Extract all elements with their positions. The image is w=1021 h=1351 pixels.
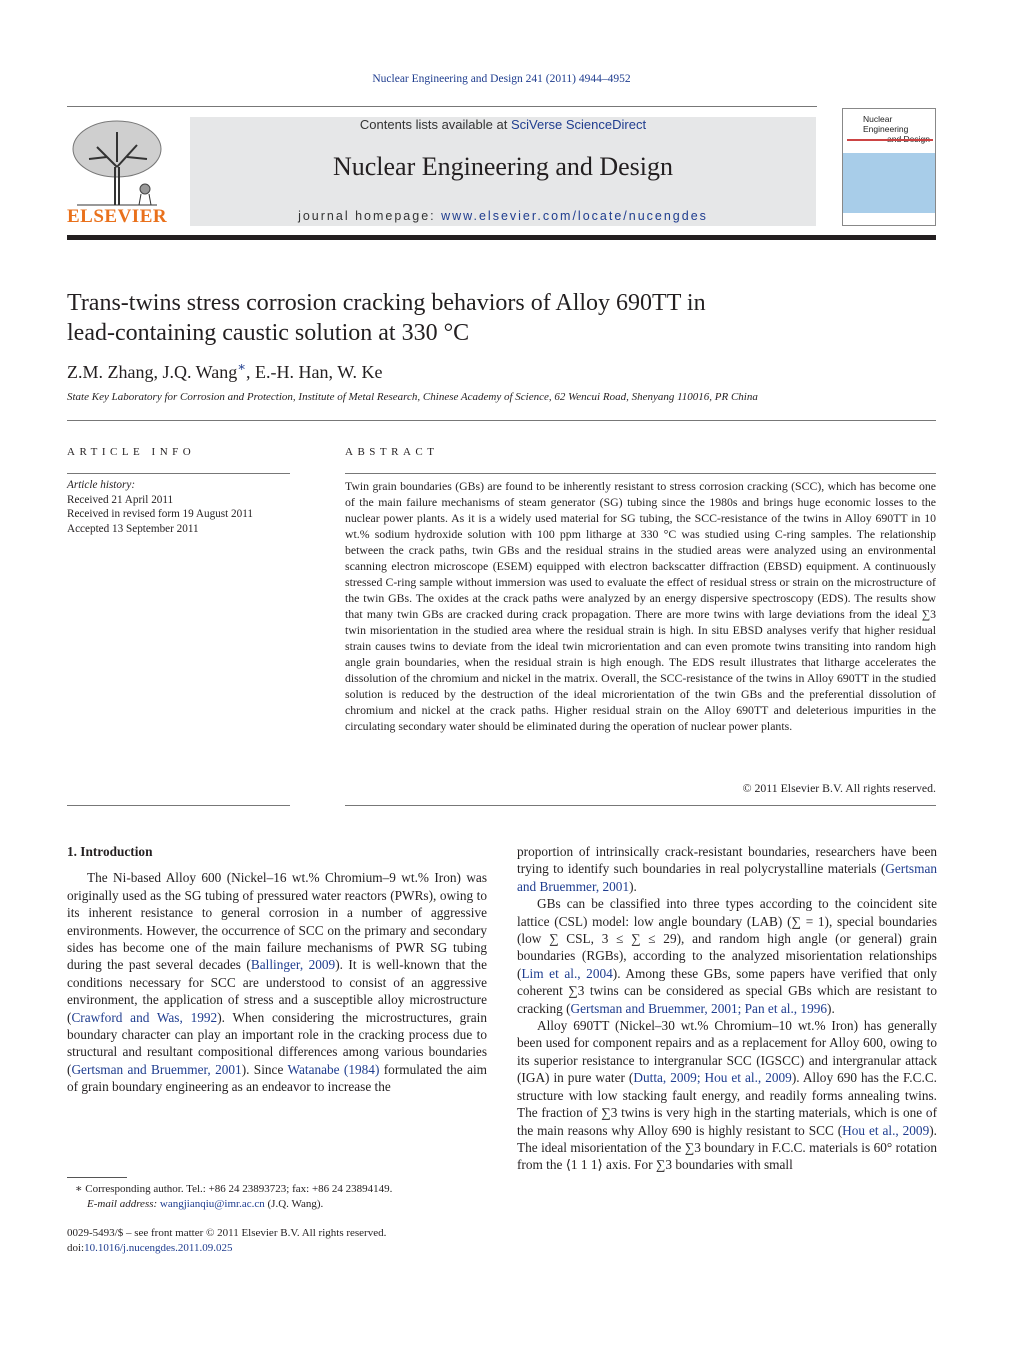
abstract-rule-bottom xyxy=(345,805,936,806)
history-label: Article history: xyxy=(67,479,136,491)
top-rule xyxy=(67,106,817,107)
footnote-email-line xyxy=(67,1197,487,1212)
ref-dutta-hou[interactable]: Dutta, 2009; Hou et al., 2009 xyxy=(633,1070,792,1086)
intro-p1-text-c: ). When considering the microstructures, grain boundary character can play an important role in the cracking process due to structural and resultant compositional differences among various boundaries ( xyxy=(67,1009,487,1077)
right-p2-text-a: GBs can be classified into three types according to the coincident site lattice (CSL) model: low angle boundary (LAB) (∑ = 1), special boundaries (low ∑ CSL, 3 ≤ ∑ ≤ 29), and random high angle (or general) grain boundaries (RGBs), according to the analyzed misorientation relationships ( xyxy=(517,896,937,981)
ref-ballinger[interactable]: Ballinger, 2009 xyxy=(250,957,336,973)
body-left-column xyxy=(67,843,487,1096)
article-info-rule-top xyxy=(67,473,290,474)
right-p2-text-c: ). xyxy=(827,1000,835,1016)
title-line2: lead-containing caustic solution at 330 °C xyxy=(67,320,470,346)
header-thick-rule xyxy=(67,235,936,240)
ref-crawford[interactable]: Crawford and Was, 1992 xyxy=(71,1009,218,1025)
article-history xyxy=(67,478,253,536)
footnote xyxy=(67,1182,487,1212)
article-info-rule-bottom xyxy=(67,805,290,806)
doi-line xyxy=(67,1241,386,1256)
body-right-column xyxy=(517,843,937,1174)
ref-gertsman-2[interactable]: Gertsman and Bruemmer, 2001 xyxy=(517,861,937,894)
contents-line xyxy=(190,117,816,132)
history-received: Received 21 April 2011 xyxy=(67,493,174,506)
authors-first: Z.M. Zhang, J.Q. Wang xyxy=(67,362,238,382)
right-p2-text-b: ). Among these GBs, some papers have verified that only coherent ∑3 twins can be considered as special GBs which are resistant to cracking ( xyxy=(517,965,937,1016)
intro-paragraph-1-cont xyxy=(517,843,937,895)
ref-hou[interactable]: Hou et al., 2009 xyxy=(842,1122,930,1138)
intro-paragraph-1 xyxy=(67,869,487,1095)
cover-blue-panel xyxy=(843,153,935,213)
title-rule xyxy=(67,420,936,421)
journal-homepage-line xyxy=(190,209,816,223)
section-heading-introduction: 1. Introduction xyxy=(67,844,153,859)
right-p3-text-c: ). The ideal misorientation of the ∑3 boundary in F.C.C. materials is 60° rotation from the ⟨1 1 1⟩ axis. For ∑3 boundaries with small xyxy=(517,1122,937,1173)
abstract-text: Twin grain boundaries (GBs) are found to be inherently resistant to stress corrosion cracking (SCC), which has become one of the main failure mechanisms of steam generator (SG) tubing since the 1980s and brings huge economic losses to the nuclear power plants. As it is a widely used material for SG tubing, the SCC-resistance of the twins in Alloy 690TT in 10 wt.% sodium hydroxide solution with 100 ppm litharge at 330 °C was studied using C-ring samples. The relationship between the crack paths, twin GBs and the residual strains in the studied areas were analyzed using an environmental scanning electron microscope (ESEM) equipped with electron backscatter diffraction (EBSD) equipment. A continuously stressed C-ring sample without immersion was used to evaluate the effect of residual stress or strain on the microstructure of the twin GBs. The oxides at the crack paths were analyzed by an energy dispersive spectroscopy (EDS). The results show that many twin GBs are cracked during crack propagation. There are more twins with large deviations from the ideal ∑3 twin misorientation in the studied area where the residual strain is high. In situ EBSD analyses verify that higher residual strain causes twins to deviate from the ideal twin microrientation and can even promote twins transiting into random high angle grain boundaries, when the residual strain is high enough. The EDS result illustrates that litharge accelerates the dissolution of the chromium and nickel in the matrix. Overall, the SCC-resistance of the twins in Alloy 690TT in the studied solution is reduced by the destruction of the ideal microrientation of the twin GBs and the preferential dissolution of chromium and nickel at the crack paths. Higher residual strain on the Alloy 690TT and deleterious impurities in the circulating secondary water should be eliminated during the operation of nuclear power plants. xyxy=(345,479,936,733)
ref-gertsman-1[interactable]: Gertsman and Bruemmer, 2001 xyxy=(71,1061,242,1077)
footnote-corresponding xyxy=(67,1182,487,1197)
issn-line: 0029-5493/$ – see front matter © 2011 Elsevier B.V. All rights reserved. xyxy=(67,1227,387,1239)
abstract-heading: ABSTRACT xyxy=(345,446,439,458)
contents-prefix: Contents lists available at xyxy=(359,117,511,132)
intro-p1-text-d: ). Since xyxy=(241,1061,288,1077)
affiliation: State Key Laboratory for Corrosion and Protection, Institute of Metal Research, Chinese Academy of Science, 62 Wencui Road, Shenyang 110016, PR China xyxy=(67,391,758,403)
right-p1-text-a: proportion of intrinsically crack-resistant boundaries, researchers have been trying to identify such boundaries in real polycrystalline materials ( xyxy=(517,844,937,877)
homepage-prefix: journal homepage: xyxy=(298,209,442,223)
author-list xyxy=(67,359,383,383)
title-line1: Trans-twins stress corrosion cracking behaviors of Alloy 690TT in xyxy=(67,290,706,316)
article-title xyxy=(67,288,937,348)
elsevier-wordmark: ELSEVIER xyxy=(67,206,168,227)
issn-block xyxy=(67,1226,386,1256)
authors-rest: , E.-H. Han, W. Ke xyxy=(246,362,383,382)
history-revised: Received in revised form 19 August 2011 xyxy=(67,508,254,520)
footnote-corresponding-text: Corresponding author. Tel.: +86 24 23893723; fax: +86 24 23894149. xyxy=(82,1183,393,1195)
intro-p1-text-e: formulated the aim of grain boundary engineering as an endeavor to increase the xyxy=(67,1061,488,1095)
intro-paragraph-3 xyxy=(517,1017,937,1174)
journal-cover-thumbnail[interactable] xyxy=(842,108,936,226)
right-p3-text-a: Alloy 690TT (Nickel–30 wt.% Chromium–10 wt.% Iron) has generally been used for component repairs and as a replacement for Alloy 600, owing to its superior resistance to intergranular SCC (IGSCC) and intergranular attack (IGA) in pure water ( xyxy=(517,1018,937,1086)
corresponding-author-marker[interactable]: ∗ xyxy=(237,359,247,374)
right-p3-text-b: ). Alloy 690 has the F.C.C. structure with low stacking fault energy, and readily forms annealing twins. The fraction of ∑3 twins is very high in the starting materials, which is one of the main reasons why Alloy 690 is highly resistant to SCC ( xyxy=(517,1070,938,1138)
email-link[interactable]: wangjianqiu@imr.ac.cn xyxy=(159,1198,265,1210)
email-label: E-mail address: xyxy=(87,1198,160,1210)
right-p1-text-b: ). xyxy=(629,878,637,894)
journal-reference[interactable]: Nuclear Engineering and Design 241 (2011) 4944–4952 xyxy=(372,73,631,85)
journal-title: Nuclear Engineering and Design xyxy=(332,152,674,181)
history-accepted: Accepted 13 September 2011 xyxy=(67,522,199,535)
intro-p1-text-b: ). It is well-known that the conditions necessary for SCC are understood to consist of an aggressive environment, the application of stress and a susceptible alloy microstructure ( xyxy=(67,957,487,1025)
intro-p1-text-a: The Ni-based Alloy 600 (Nickel–16 wt.% Chromium–9 wt.% Iron) was originally used as the SG tubing of pressured water reactors (PWRs), owing to its inherent resistance to general corrosion in a number of aggressive environments. However, the occurrence of SCC on the primary and secondary sides has become one of the main failure mechanisms of PWR SG tubing during the past several decades ( xyxy=(67,870,487,973)
cover-accent-bar xyxy=(847,139,933,141)
ref-watanabe[interactable]: Watanabe (1984) xyxy=(287,1061,380,1077)
doi-label: doi: xyxy=(67,1242,85,1254)
email-suffix: (J.Q. Wang). xyxy=(264,1198,324,1210)
footnote-rule xyxy=(67,1177,127,1178)
intro-paragraph-2 xyxy=(517,895,937,1017)
doi-link[interactable]: 10.1016/j.nucengdes.2011.09.025 xyxy=(84,1242,233,1254)
article-info-heading: ARTICLE INFO xyxy=(67,446,196,458)
ref-gertsman-pan[interactable]: Gertsman and Bruemmer, 2001; Pan et al., 1996 xyxy=(570,1000,828,1016)
abstract-copyright: © 2011 Elsevier B.V. All rights reserved. xyxy=(742,781,936,795)
abstract-rule-top xyxy=(345,473,936,474)
cover-title-line1: Nuclear Engineering xyxy=(863,114,909,134)
ref-lim[interactable]: Lim et al., 2004 xyxy=(521,965,613,981)
homepage-link[interactable]: www.elsevier.com/locate/nucengdes xyxy=(441,209,708,223)
footnote-star: ∗ xyxy=(75,1183,83,1195)
sciencedirect-link[interactable]: SciVerse ScienceDirect xyxy=(510,117,647,132)
